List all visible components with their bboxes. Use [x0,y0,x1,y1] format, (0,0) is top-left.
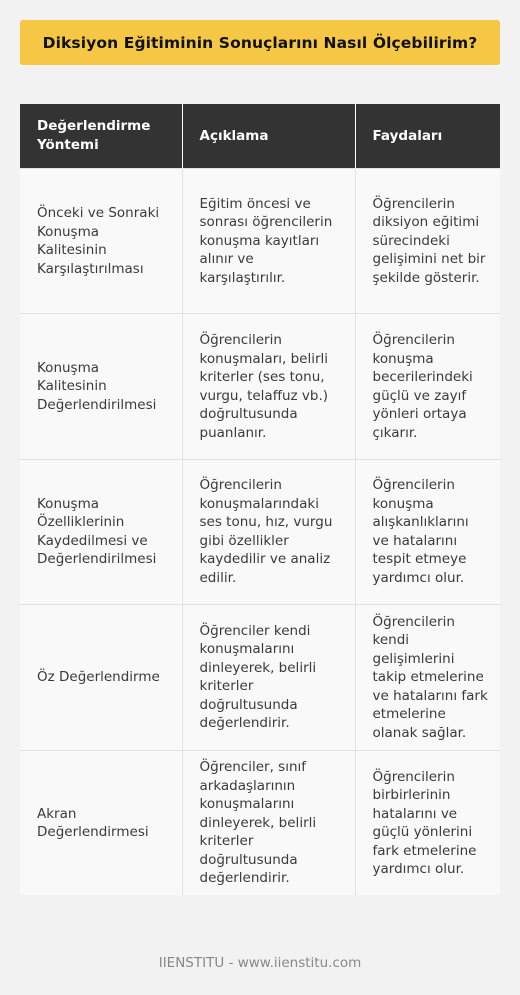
cell-method: Önceki ve Sonraki Konuşma Kalitesinin Karşılaştırılması [20,169,182,314]
header-method: Değerlendirme Yöntemi [20,104,182,169]
cell-method: Konuşma Özelliklerinin Kaydedilmesi ve Değerlendirilmesi [20,459,182,604]
table-row [20,314,500,459]
table-row [20,169,500,314]
page-title: Diksiyon Eğitiminin Sonuçlarını Nasıl Ölçebilirim? [42,33,478,52]
cell-method: Konuşma Kalitesinin Değerlendirilmesi [20,314,182,459]
header-description: Açıklama [182,104,355,169]
assessment-table [20,104,500,895]
title-banner [20,20,500,65]
footer-credit: IIENSTITU - www.iienstitu.com [158,955,362,971]
table-header-row [20,104,500,169]
cell-benefits: Öğrencilerin diksiyon eğitimi sürecindeki gelişimini net bir şekilde gösterir. [355,169,500,314]
cell-benefits: Öğrencilerin birbirlerinin hatalarını ve güçlü yönlerini fark etmelerine yardımcı olur. [355,750,500,895]
cell-description: Öğrencilerin konuşmalarındaki ses tonu, hız, vurgu gibi özellikler kaydedilir ve analiz edilir. [182,459,355,604]
cell-description: Öğrencilerin konuşmaları, belirli kriterler (ses tonu, vurgu, telaffuz vb.) doğrultusunda puanlanır. [182,314,355,459]
cell-benefits: Öğrencilerin kendi gelişimlerini takip etmelerine ve hatalarını fark etmelerine olanak sağlar. [355,605,500,750]
cell-description: Öğrenciler, sınıf arkadaşlarının konuşmalarını dinleyerek, belirli kriterler doğrultusunda değerlendirir. [182,750,355,895]
cell-method: Öz Değerlendirme [20,605,182,750]
cell-method: Akran Değerlendirmesi [20,750,182,895]
table-row [20,459,500,604]
cell-description: Öğrenciler kendi konuşmalarını dinleyerek, belirli kriterler doğrultusunda değerlendirir. [182,605,355,750]
header-benefits: Faydaları [355,104,500,169]
cell-description: Eğitim öncesi ve sonrası öğrencilerin konuşma kayıtları alınır ve karşılaştırılır. [182,169,355,314]
table-row [20,605,500,750]
table-row [20,750,500,895]
cell-benefits: Öğrencilerin konuşma alışkanlıklarını ve hatalarını tespit etmeye yardımcı olur. [355,459,500,604]
cell-benefits: Öğrencilerin konuşma becerilerindeki güçlü ve zayıf yönleri ortaya çıkarır. [355,314,500,459]
